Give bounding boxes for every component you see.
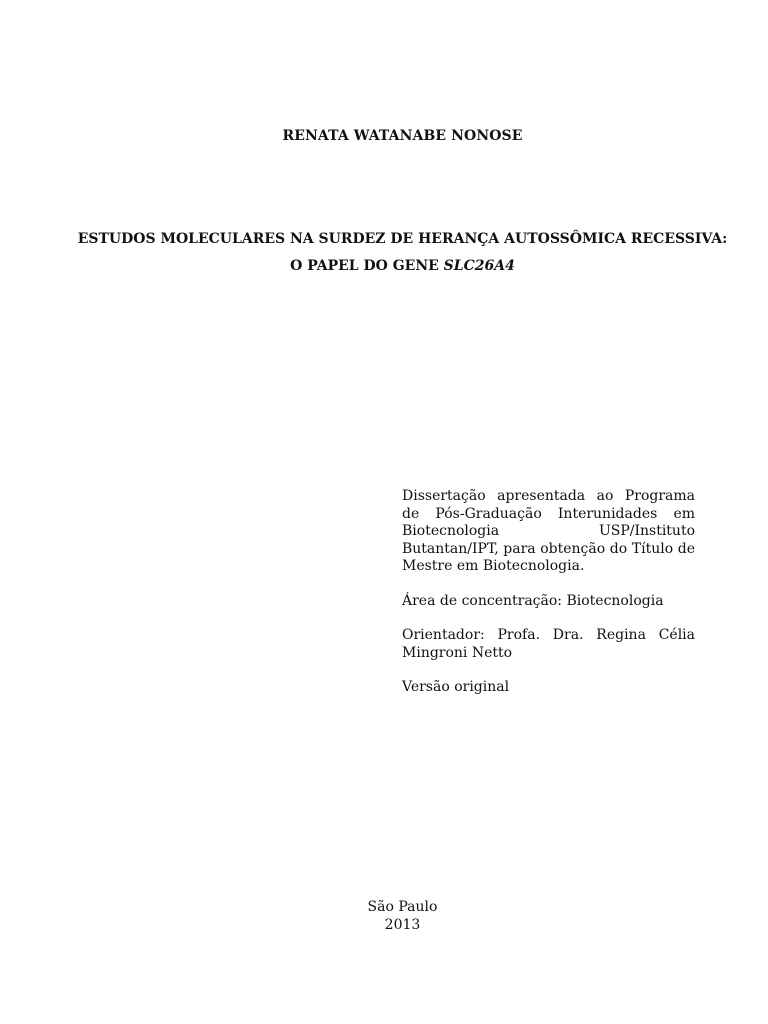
thesis-title-line-1: ESTUDOS MOLECULARES NA SURDEZ DE HERANÇA AUTOSSÔMICA RECESSIVA: bbox=[77, 231, 728, 247]
advisor: Orientador: Profa. Dra. Regina Célia Mingroni Netto bbox=[402, 627, 695, 661]
place-and-date bbox=[0, 899, 768, 934]
city: São Paulo bbox=[367, 899, 438, 915]
year: 2013 bbox=[384, 916, 421, 933]
version-note: Versão original bbox=[402, 679, 510, 695]
presentation-statement: Dissertação apresentada ao Programa de Pós-Graduação Interunidades em Biotecnologia USP/Instituto Butantan/IPT, para obtenção do Título de Mestre em Biotecnologia. bbox=[402, 488, 695, 574]
thesis-title-prefix: O PAPEL DO GENE bbox=[290, 258, 444, 274]
concentration-area: Área de concentração: Biotecnologia bbox=[402, 592, 664, 609]
gene-name: SLC26A4 bbox=[443, 258, 515, 274]
author-name: RENATA WATANABE NONOSE bbox=[282, 128, 523, 144]
dissertation-description bbox=[402, 488, 695, 714]
thesis-title-line-2 bbox=[0, 258, 768, 274]
